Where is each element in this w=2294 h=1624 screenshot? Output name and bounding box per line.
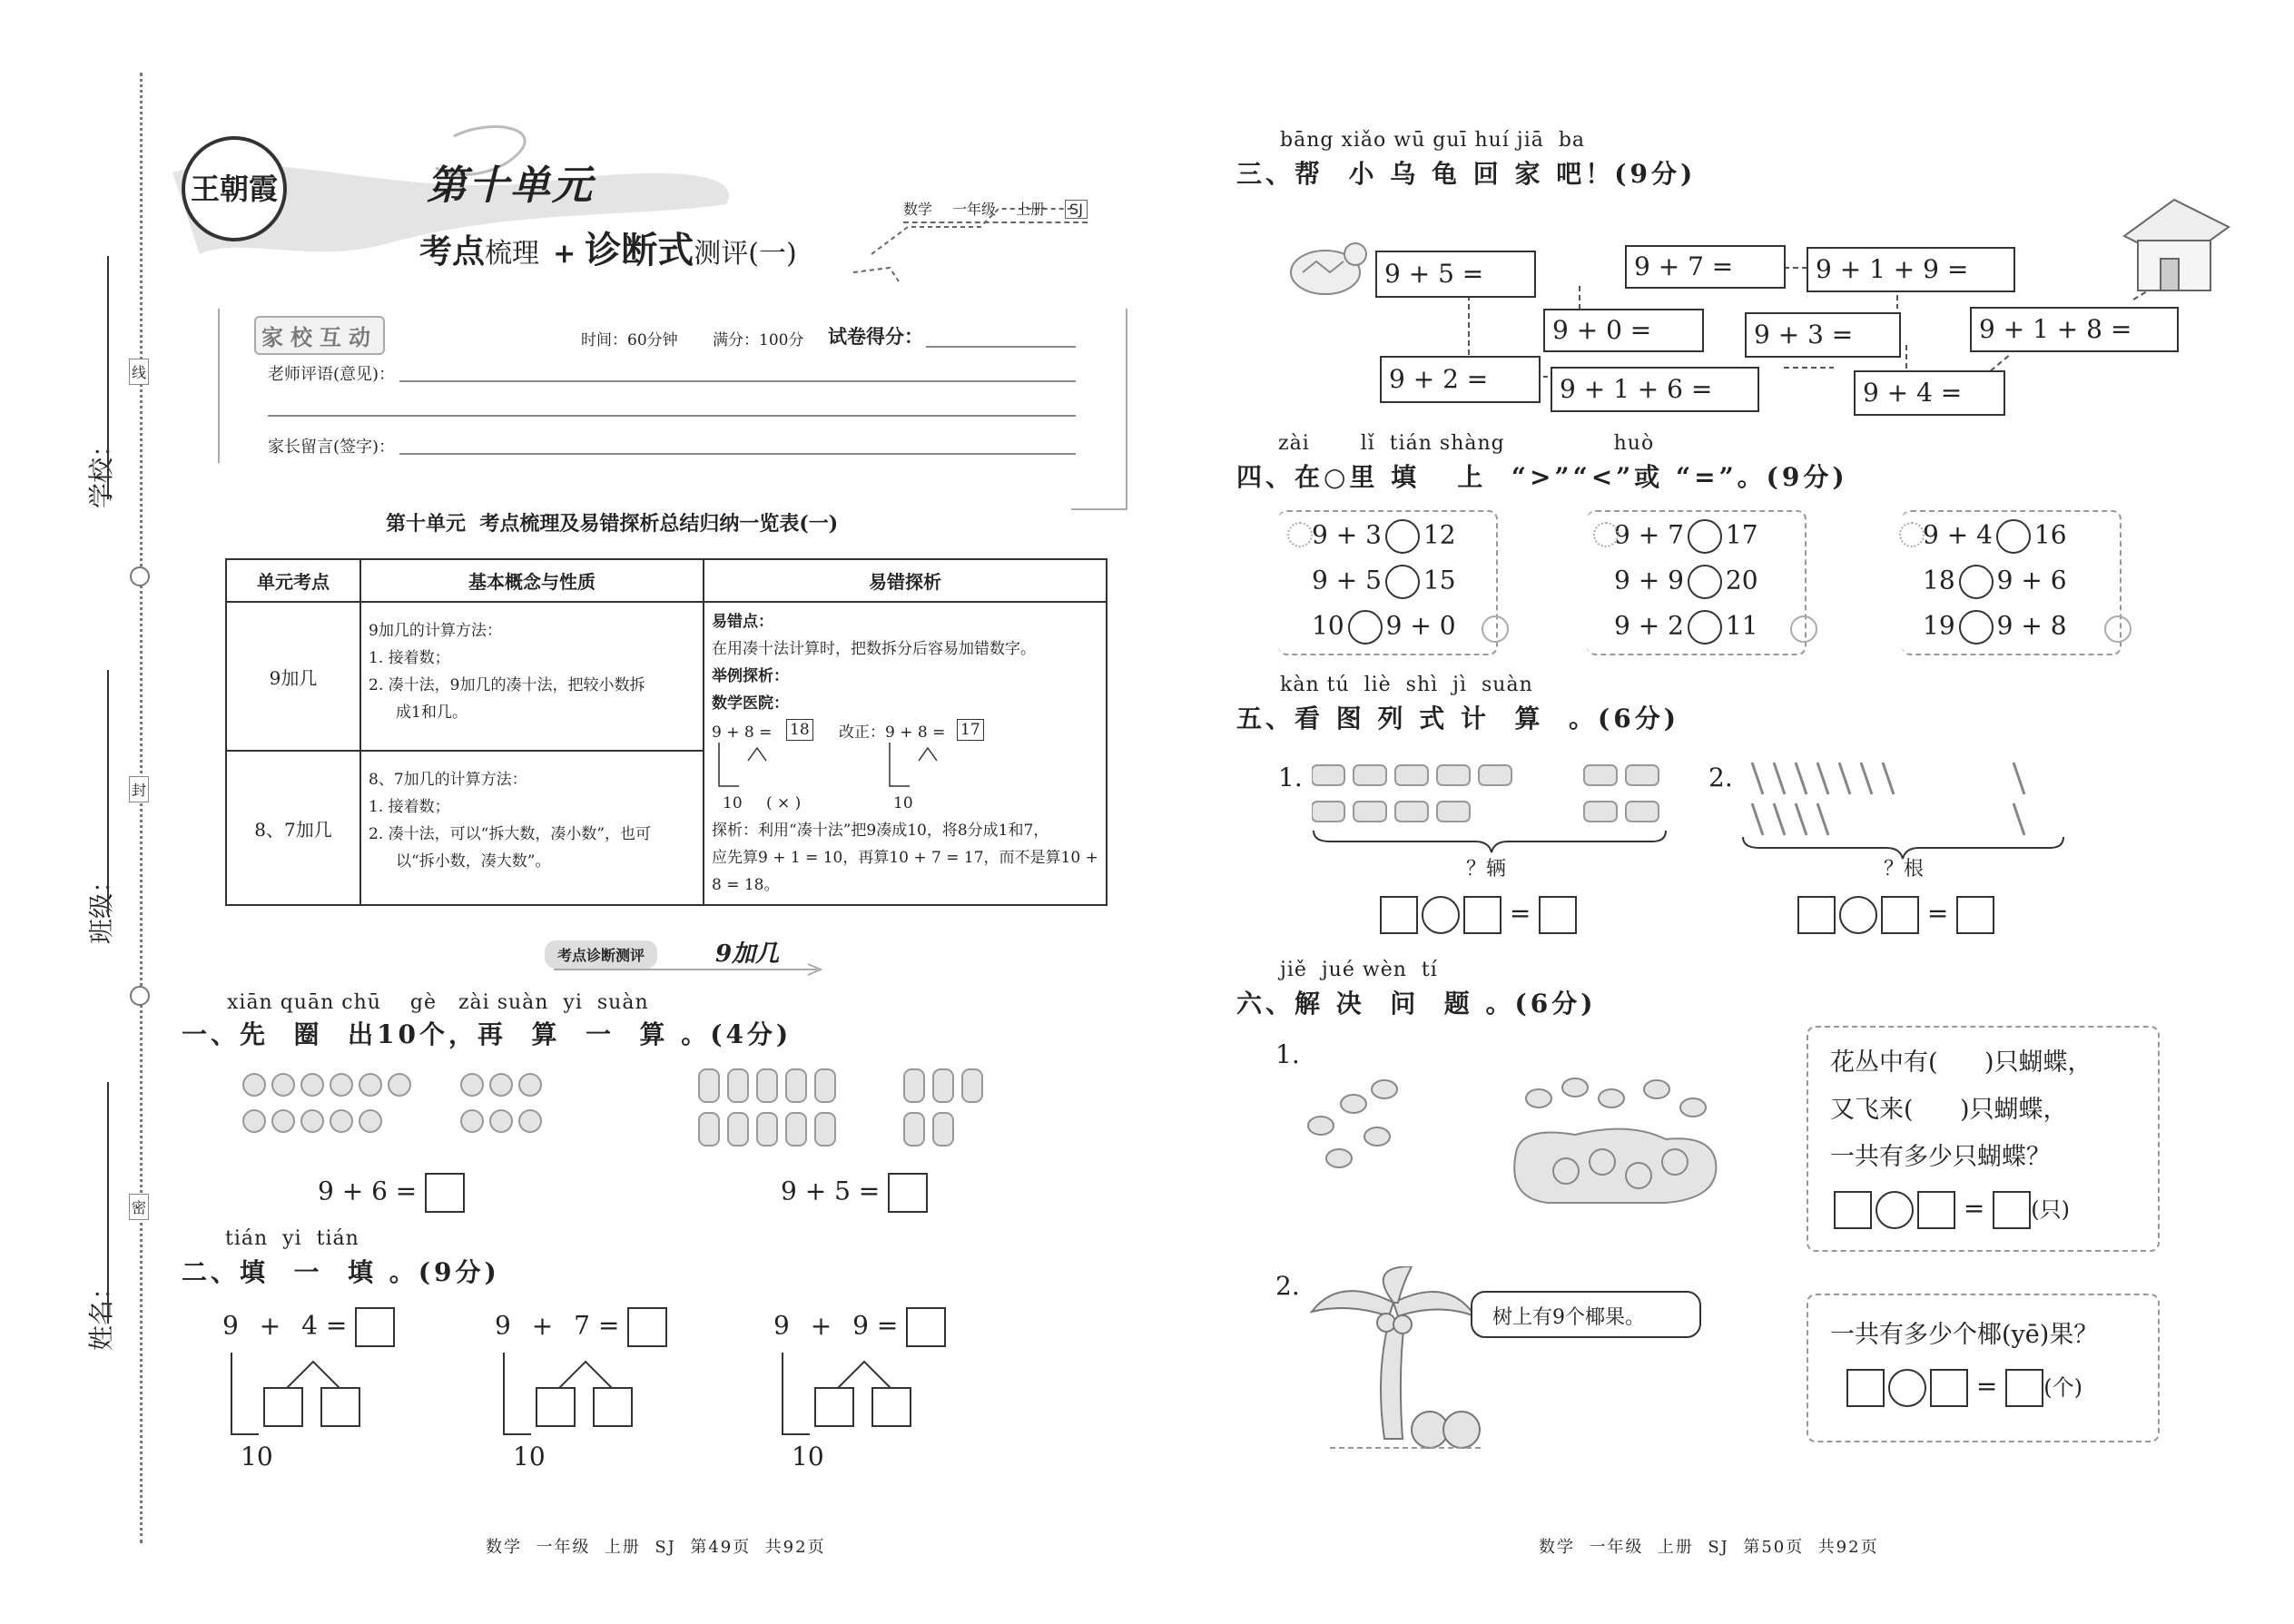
q1-pinyin: xiān quān chū gè zài suàn yi suàn <box>227 991 649 1014</box>
q4-row <box>1312 610 1456 645</box>
exam-time: 时间：60分钟 <box>581 331 678 349</box>
q6-equals: = <box>1963 1193 1985 1224</box>
q2-item-2-eq <box>495 1307 667 1347</box>
subtitle-ceping: 测评(一) <box>694 238 797 270</box>
class-line <box>107 670 109 915</box>
q6-title: 六、解 决 问 题 。(6分) <box>1236 989 1597 1019</box>
q2-equals: = <box>325 1310 348 1341</box>
concept-cell <box>360 751 704 905</box>
q1-eq2-text: 9 + 5 = <box>781 1176 881 1206</box>
mistake-cell <box>704 602 1107 905</box>
q4-pinyin: zài lǐ tián shàng huò <box>1278 432 1655 455</box>
q2-equals: = <box>876 1310 899 1341</box>
q2-equals: = <box>597 1310 620 1341</box>
q2-split-box-left[interactable] <box>536 1387 576 1427</box>
q4-right: 11 <box>1725 610 1758 641</box>
q3-box-text: 9 + 1 + 6 = <box>1560 374 1713 404</box>
q4-compare-circle[interactable] <box>1959 565 1994 599</box>
teacher-comment-label: 老师评语(意见)： <box>268 365 396 384</box>
face-icon <box>2104 615 2132 643</box>
q1-answer-box-2[interactable] <box>888 1173 928 1213</box>
q1-equation-2 <box>781 1173 928 1213</box>
q4-row <box>1312 565 1456 599</box>
q3-box-9-plus-2[interactable] <box>1380 356 1541 403</box>
speech-bubble-text: 树上有9个椰果。 <box>1492 1306 1645 1329</box>
q1-lollipops-illustration <box>227 1067 590 1148</box>
book-edition: SJ <box>1065 200 1088 219</box>
q4-left: 9 + 3 <box>1312 519 1382 550</box>
q3-box-text: 9 + 5 = <box>1384 259 1484 289</box>
book-subject: 数学 <box>903 201 933 218</box>
diag-banner <box>545 935 817 971</box>
q6-box[interactable] <box>1846 1369 1885 1407</box>
concept-line: 2. 凑十法，可以“拆大数，凑小数”，也可 <box>369 825 652 844</box>
q4-right: 9 + 8 <box>1996 610 2067 641</box>
home-school-label: 家校互动 <box>254 316 385 355</box>
footer-left: 数学 一年级 上册 SJ 第49页 共92页 <box>486 1538 826 1557</box>
sun-icon <box>1899 522 1925 547</box>
q2-ten: 10 <box>792 1442 824 1471</box>
q2-pinyin: tián yi tián <box>225 1227 359 1250</box>
q6-unit-1: (只) <box>2031 1196 2071 1223</box>
mistake-text: 在用凑十法计算时，把数拆分后容易加错数字。 <box>712 640 1036 658</box>
sun-icon <box>1287 522 1313 547</box>
q2-plus: + <box>259 1310 281 1341</box>
book-vol: 上册 <box>1016 201 1046 218</box>
q4-compare-circle[interactable] <box>1996 519 2031 554</box>
concept-line: 成1和几。 <box>396 704 468 722</box>
q4-right: 17 <box>1725 519 1758 550</box>
q6-box[interactable] <box>1834 1191 1872 1229</box>
q4-row <box>1923 565 2067 599</box>
q5-unit-2: ？根 <box>1884 858 1925 881</box>
q3-box-text: 9 + 1 + 9 = <box>1816 254 1969 284</box>
q3-title: 三、帮 小 乌 龟 回 家 吧！(9分) <box>1236 159 1697 189</box>
q4-left: 9 + 4 <box>1923 519 1993 550</box>
concept-line: 2. 凑十法，9加几的凑十法，把较小数拆 <box>369 676 645 694</box>
home-school-corner <box>1071 309 1127 510</box>
q1-answer-box-1[interactable] <box>425 1173 465 1213</box>
q2-item-1 <box>222 1307 458 1489</box>
q2-answer-box[interactable] <box>627 1307 667 1347</box>
q5-box[interactable] <box>1380 896 1418 934</box>
review-title: 第十单元 考点梳理及易错探析总结归纳一览表(一) <box>386 512 839 536</box>
q5-equals: = <box>1509 898 1531 929</box>
sun-icon <box>1593 522 1619 547</box>
q6-unit-2: (个) <box>2043 1374 2083 1401</box>
q3-box-9-plus-4[interactable] <box>1854 370 2005 416</box>
q4-compare-circle[interactable] <box>1348 610 1383 645</box>
q6-item-1-number: 1. <box>1275 1039 1300 1069</box>
q2-split-box-right[interactable] <box>320 1387 360 1427</box>
book-grade: 一年级 <box>952 201 997 218</box>
q5-pinyin: kàn tú liè shì jì suàn <box>1280 674 1533 696</box>
q5-equation-2 <box>1797 896 1994 934</box>
q5-equals: = <box>1926 898 1949 929</box>
q4-left: 10 <box>1312 610 1344 641</box>
diag-banner-arrow <box>545 962 835 977</box>
q4-title: 四、在○里 填 上 “>”“<”或 “=”。(9分) <box>1236 462 1848 492</box>
name-label: 姓名： <box>86 1274 116 1351</box>
q3-box-text: 9 + 0 = <box>1552 315 1652 345</box>
face-icon <box>1482 615 1509 643</box>
ten-label: 10 <box>723 794 743 812</box>
q2-answer-box[interactable] <box>906 1307 946 1347</box>
q6-box[interactable] <box>1917 1191 1955 1229</box>
q3-box-9-plus-3[interactable] <box>1745 312 1901 358</box>
q4-compare-circle[interactable] <box>1959 610 1994 645</box>
butterflies-flowers-illustration <box>1303 1071 1748 1216</box>
subtitle-zhenduan: 诊断式 <box>585 229 694 271</box>
home-school-lines <box>218 309 233 463</box>
concept-line: 8、7加几的计算方法： <box>369 771 527 790</box>
q2-split-box-left[interactable] <box>814 1387 854 1427</box>
q5-answer-box[interactable] <box>1539 896 1577 934</box>
logo-circle <box>182 136 287 241</box>
q6-problem-1-line: 又飞来( )只蝴蝶， <box>1830 1096 2068 1124</box>
q2-addend-a: 9 <box>773 1310 790 1341</box>
q4-row <box>1614 519 1758 554</box>
ten-label-2: 10 <box>893 794 913 812</box>
q2-addend-b: 7 <box>574 1310 590 1341</box>
q5-equation-1 <box>1380 896 1577 934</box>
review-table <box>225 558 1108 906</box>
q6-equation-2 <box>1846 1369 2082 1407</box>
concept-line: 9加几的计算方法： <box>369 622 502 640</box>
q5-title: 五、看 图 列 式 计 算 。(6分) <box>1236 704 1679 733</box>
parent-message-line[interactable] <box>399 452 1076 455</box>
split-diagram <box>712 741 1002 795</box>
analysis-line: 探析：利用“凑十法”把9凑成10，将8分成1和7， <box>712 822 1049 840</box>
correct-equation: 改正：9 + 8 = <box>839 723 946 742</box>
school-line <box>107 256 109 499</box>
subtitle-shuli: 梳理 <box>485 238 540 270</box>
q6-box[interactable] <box>1930 1369 1968 1407</box>
q5-operator-circle[interactable] <box>1422 896 1460 934</box>
score-label: 试卷得分： <box>828 325 923 348</box>
q4-left: 9 + 2 <box>1614 610 1684 641</box>
q4-right: 12 <box>1423 519 1456 550</box>
subtitle <box>419 221 797 273</box>
q5-box[interactable] <box>1797 896 1836 934</box>
topic-cell: 8、7加几 <box>226 751 360 905</box>
q6-item-2-number: 2. <box>1275 1271 1300 1301</box>
q4-left: 18 <box>1923 565 1955 595</box>
diag-banner-topic: 9加几 <box>715 940 780 968</box>
q4-row <box>1614 565 1758 599</box>
q5-item-2-number: 2. <box>1708 763 1733 792</box>
q6-operator-circle[interactable] <box>1888 1369 1926 1407</box>
q4-left: 19 <box>1923 610 1955 641</box>
q2-item-1-eq <box>222 1307 395 1347</box>
concept-line: 以“拆小数，凑大数”。 <box>396 852 551 871</box>
teacher-comment-line-2[interactable] <box>268 414 1076 417</box>
q2-split-box-right[interactable] <box>871 1387 911 1427</box>
q3-box-9-plus-7[interactable] <box>1625 245 1786 289</box>
q4-left: 9 + 5 <box>1312 565 1382 595</box>
q5-box[interactable] <box>1881 896 1919 934</box>
q6-equals: = <box>1975 1371 1998 1402</box>
q2-plus: + <box>531 1310 554 1341</box>
q5-unit-1: ？辆 <box>1466 858 1507 881</box>
concept-cell <box>360 602 704 751</box>
q5-box[interactable] <box>1463 896 1501 934</box>
exam-full-score: 满分：100分 <box>713 331 804 349</box>
q4-compare-circle[interactable] <box>1688 519 1722 554</box>
wrong-equation: 9 + 8 = <box>712 723 773 742</box>
q6-answer-box[interactable] <box>2005 1369 2043 1407</box>
q2-item-3 <box>773 1307 1009 1489</box>
diag-banner-label: 考点诊断测评 <box>545 940 657 969</box>
q3-box-text: 9 + 2 = <box>1389 364 1489 394</box>
correct-answer: 17 <box>957 719 984 741</box>
q2-split-box-right[interactable] <box>593 1387 633 1427</box>
q4-compare-circle[interactable] <box>1688 610 1722 645</box>
q3-box-9-plus-1-plus-9[interactable] <box>1807 247 2015 292</box>
wrong-answer: 18 <box>786 719 813 741</box>
q4-row <box>1923 610 2067 645</box>
q2-ten: 10 <box>241 1442 273 1471</box>
q3-box-9-plus-1-plus-6[interactable] <box>1551 367 1759 412</box>
coconut-tree-illustration <box>1303 1266 1484 1462</box>
subtitle-plus: + <box>553 238 576 270</box>
clinic-example <box>712 717 1098 817</box>
q2-item-3-eq <box>773 1307 946 1347</box>
q1-equation-1 <box>318 1173 465 1213</box>
q2-addend-b: 9 <box>852 1310 869 1341</box>
concept-line: 1. 接着数； <box>369 798 450 817</box>
book-info <box>903 198 1088 223</box>
analysis-line: 应先算9 + 1 = 10，再算10 + 7 = 17，而不是算10 + <box>712 849 1098 867</box>
example-label: 举例探析： <box>712 667 789 685</box>
q5-operator-circle[interactable] <box>1839 896 1877 934</box>
q2-ten: 10 <box>513 1442 546 1471</box>
q6-problem-1-line: 花丛中有( )只蝴蝶， <box>1830 1048 2092 1077</box>
q4-row <box>1312 519 1456 554</box>
mistake-label: 易错点： <box>712 613 773 631</box>
q3-box-9-plus-0[interactable] <box>1543 309 1704 352</box>
q4-right: 9 + 6 <box>1996 565 2067 595</box>
concept-line: 1. 接着数； <box>369 649 450 667</box>
unit-title: 第十单元 <box>427 162 594 209</box>
q6-problem-2-text: 一共有多少个椰(yē)果？ <box>1830 1321 2099 1349</box>
q6-answer-box[interactable] <box>1993 1191 2031 1229</box>
q4-right: 9 + 0 <box>1385 610 1456 641</box>
speech-bubble <box>1471 1291 1701 1338</box>
topic-cell: 9加几 <box>226 602 360 751</box>
binding-hole-1 <box>130 566 150 586</box>
q6-problem-1-line: 一共有多少只蝴蝶？ <box>1830 1143 2051 1171</box>
q4-right: 20 <box>1725 565 1758 595</box>
binding-hole-2 <box>130 986 150 1006</box>
subtitle-kaodian: 考点 <box>419 232 486 271</box>
q2-title: 二、填 一 填 。(9分) <box>182 1257 500 1287</box>
q2-addend-b: 4 <box>301 1310 318 1341</box>
q4-compare-circle[interactable] <box>1385 565 1420 599</box>
col-header-topic: 单元考点 <box>226 559 360 602</box>
q3-box-9-plus-1-plus-8[interactable] <box>1970 307 2179 352</box>
q1-eq1-text: 9 + 6 = <box>318 1176 418 1206</box>
footer-right: 数学 一年级 上册 SJ 第50页 共92页 <box>1539 1538 1879 1557</box>
q2-addend-a: 9 <box>495 1310 511 1341</box>
q2-plus: + <box>810 1310 832 1341</box>
q2-split-box-left[interactable] <box>263 1387 303 1427</box>
seal-mark-3: 密 <box>129 1194 149 1220</box>
face-icon <box>1790 615 1817 643</box>
q4-left: 9 + 9 <box>1614 565 1684 595</box>
q3-box-text: 9 + 3 = <box>1754 320 1854 349</box>
q3-box-text: 9 + 7 = <box>1634 251 1734 281</box>
q6-pinyin: jiě jué wèn tí <box>1280 959 1438 981</box>
q4-row <box>1923 519 2067 554</box>
class-label: 班级： <box>86 867 116 944</box>
analysis-line: 8 = 18。 <box>712 876 780 894</box>
logo-text: 王朝霞 <box>190 172 278 206</box>
q4-row <box>1614 610 1758 645</box>
q4-compare-circle[interactable] <box>1385 519 1420 554</box>
turtle-illustration <box>1275 227 1375 309</box>
q5-answer-box[interactable] <box>1956 896 1994 934</box>
score-field[interactable] <box>926 345 1076 348</box>
q2-answer-box[interactable] <box>355 1307 395 1347</box>
seal-mark-1: 线 <box>129 359 149 385</box>
binding-dotted-line <box>140 73 143 1543</box>
q4-compare-circle[interactable] <box>1688 565 1722 599</box>
q1-title: 一、先 圈 出10个，再 算 一 算 。(4分) <box>182 1019 793 1049</box>
school-label: 学校： <box>86 431 116 508</box>
seal-mark-2: 封 <box>129 776 149 802</box>
parent-message-label: 家长留言(签字)： <box>268 438 396 457</box>
q3-box-9-plus-5[interactable] <box>1375 251 1536 298</box>
col-header-concept: 基本概念与性质 <box>360 559 704 602</box>
q2-item-2 <box>495 1307 731 1489</box>
q4-left: 9 + 7 <box>1614 519 1684 550</box>
q3-box-text: 9 + 4 = <box>1863 378 1963 408</box>
col-header-mistake: 易错探析 <box>704 559 1107 602</box>
q5-item-1-number: 1. <box>1278 763 1303 792</box>
q3-box-text: 9 + 1 + 8 = <box>1979 314 2132 344</box>
q3-pinyin: bāng xiǎo wū guī huí jiā ba <box>1280 129 1586 152</box>
q4-right: 15 <box>1423 565 1456 595</box>
clinic-label: 数学医院： <box>712 694 789 713</box>
wrong-mark: ( × ) <box>766 794 802 812</box>
teacher-comment-line-1[interactable] <box>399 379 1076 382</box>
q6-equation-1 <box>1834 1191 2070 1229</box>
q1-figures-illustration <box>690 1062 999 1162</box>
q6-operator-circle[interactable] <box>1876 1191 1914 1229</box>
q4-right: 16 <box>2033 519 2067 550</box>
house-illustration <box>2115 191 2233 300</box>
name-line <box>107 1082 109 1324</box>
q2-addend-a: 9 <box>222 1310 239 1341</box>
